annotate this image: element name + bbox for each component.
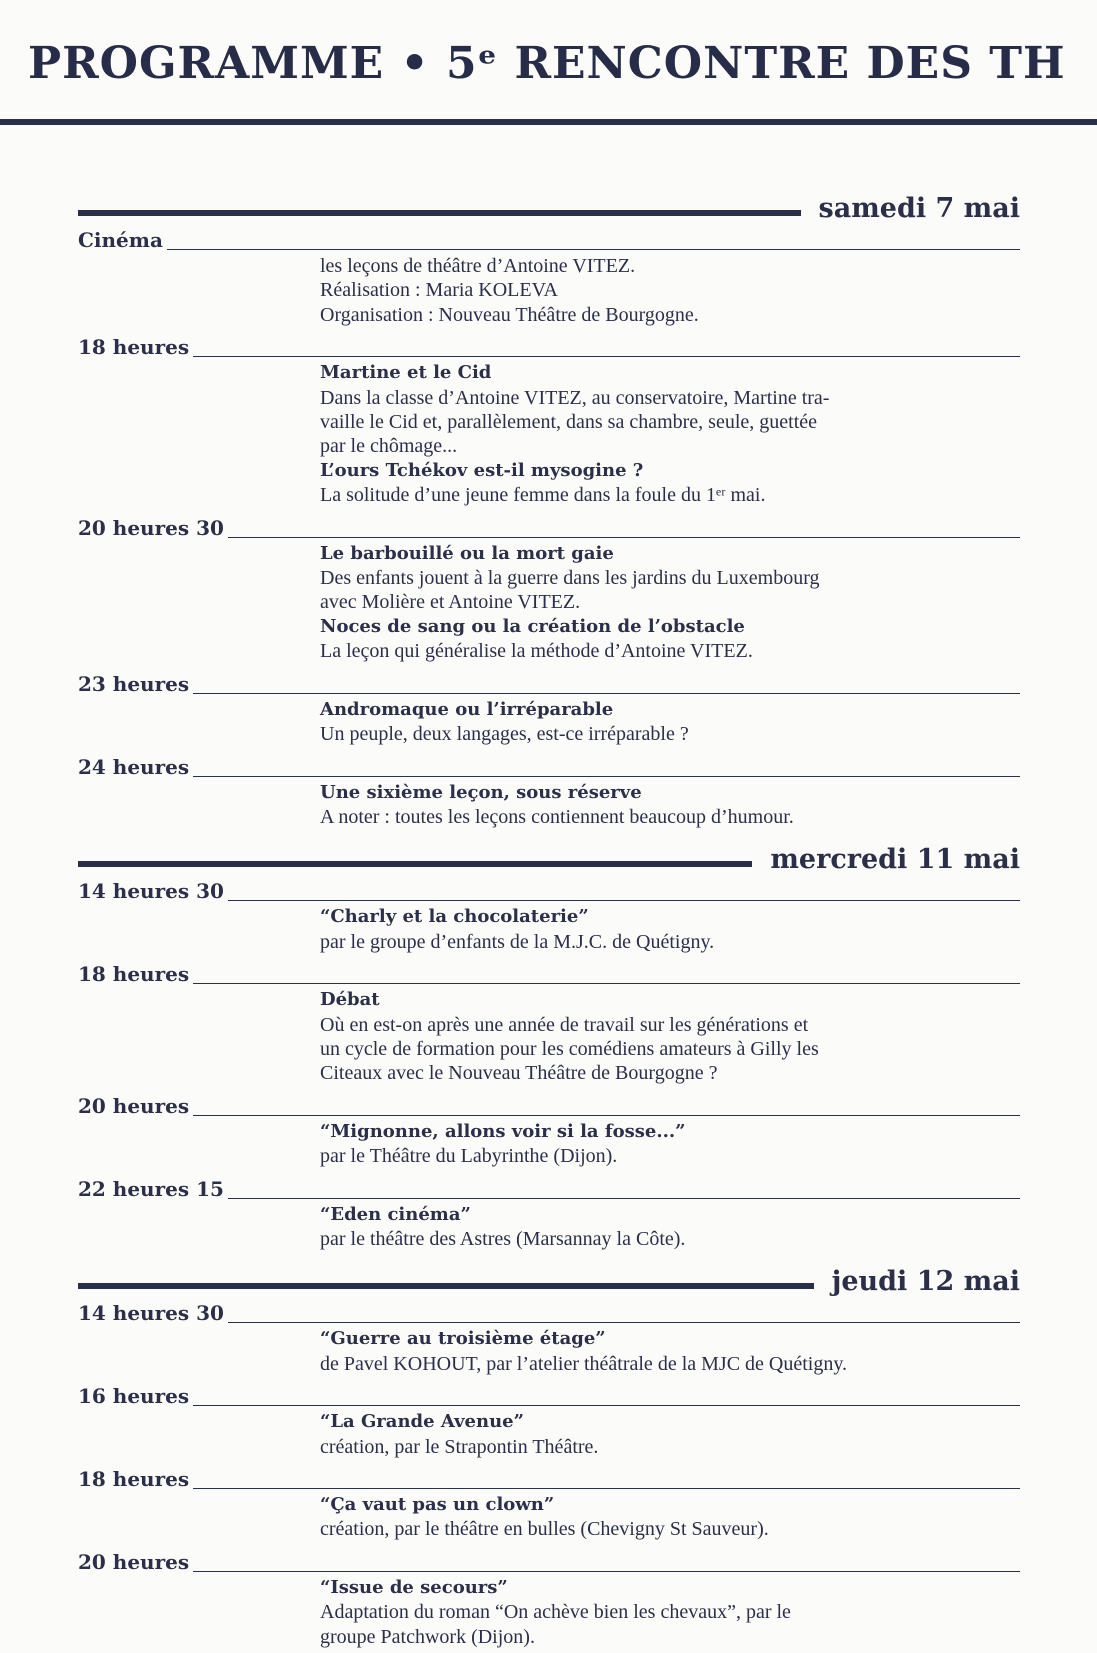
time-slot <box>78 1090 1020 1173</box>
event-title: “Ça vaut pas un clown” <box>320 1494 555 1515</box>
time-label: 14 heures 30 <box>78 879 224 904</box>
slot-content <box>78 252 1020 331</box>
event-description: par le chômage... <box>320 435 458 458</box>
slot-content <box>78 1408 1020 1463</box>
time-row <box>78 512 1020 540</box>
title-divider <box>0 119 1097 125</box>
slot-content <box>78 1201 1020 1256</box>
time-row <box>78 1297 1020 1325</box>
event-title: Martine et le Cid <box>320 362 492 384</box>
time-label: 20 heures <box>78 1549 190 1574</box>
event-title: Noces de sang ou la création de l’obstacle <box>320 615 745 637</box>
time-rule <box>193 1405 1020 1406</box>
slot-content <box>78 1325 1020 1380</box>
time-slot <box>78 331 1020 511</box>
event-title: “Charly et la chocolaterie” <box>320 906 589 928</box>
time-row <box>78 751 1020 779</box>
event-description: La solitude d’une jeune femme dans la foule du 1ᵉʳ mai. <box>320 484 766 507</box>
time-slot <box>78 958 1020 1090</box>
event-description: par le Théâtre du Labyrinthe (Dijon). <box>320 1145 618 1168</box>
slot-content <box>78 779 1020 834</box>
time-row <box>78 224 1020 252</box>
time-slot <box>78 512 1020 668</box>
event-description: un cycle de formation pour les comédiens amateurs à Gilly les <box>320 1037 819 1060</box>
day-section <box>78 1261 1020 1653</box>
time-label: 16 heures <box>78 1384 190 1409</box>
time-row <box>78 1173 1020 1201</box>
time-row <box>78 875 1020 903</box>
event-description: Réalisation : Maria KOLEVA <box>320 279 558 302</box>
time-label: 20 heures <box>78 1093 190 1118</box>
day-header <box>78 188 1020 224</box>
event-description: de Pavel KOHOUT, par l’atelier théâtrale de la MJC de Quétigny. <box>320 1352 848 1375</box>
day-rule <box>78 1283 814 1289</box>
event-title: L’ours Tchékov est-il mysogine ? <box>320 459 644 481</box>
slot-content <box>78 986 1020 1090</box>
event-description: Adaptation du roman “On achève bien les chevaux”, par le <box>320 1601 791 1624</box>
time-rule <box>167 249 1020 250</box>
time-label: 18 heures <box>78 335 190 360</box>
event-description: création, par le Strapontin Théâtre. <box>320 1435 599 1458</box>
event-description: Des enfants jouent à la guerre dans les jardins du Luxembourg <box>320 567 820 590</box>
event-title: “Guerre au troisième étage” <box>320 1328 606 1350</box>
event-title: “Eden cinéma” <box>320 1203 471 1225</box>
event-description: avec Molière et Antoine VITEZ. <box>320 591 581 614</box>
slot-content <box>78 359 1020 511</box>
time-label: 24 heures <box>78 754 190 779</box>
day-section <box>78 839 1020 1255</box>
event-title: Débat <box>320 989 380 1011</box>
time-rule <box>228 1198 1020 1199</box>
time-rule <box>228 900 1020 901</box>
programme-schedule <box>78 182 1020 1653</box>
time-row <box>78 1546 1020 1574</box>
event-description: A noter : toutes les leçons contiennent beaucoup d’humour. <box>320 805 794 828</box>
day-header <box>78 839 1020 875</box>
time-slot <box>78 1297 1020 1380</box>
event-description: par le théâtre des Astres (Marsannay la Côte). <box>320 1227 686 1250</box>
event-description: création, par le théâtre en bulles (Chevigny St Sauveur). <box>320 1518 769 1541</box>
time-slot <box>78 224 1020 331</box>
event-title: “Issue de secours” <box>320 1576 508 1598</box>
time-rule <box>228 537 1020 538</box>
day-section <box>78 188 1020 833</box>
time-label: 22 heures 15 <box>78 1176 224 1201</box>
event-description: les leçons de théâtre d’Antoine VITEZ. <box>320 255 636 277</box>
time-label: 18 heures <box>78 962 190 987</box>
time-row <box>78 668 1020 696</box>
day-name: samedi 7 mai <box>818 193 1020 224</box>
time-slot <box>78 1546 1020 1653</box>
event-title: Une sixième leçon, sous réserve <box>320 781 642 803</box>
event-description: Où en est-on après une année de travail sur les générations et <box>320 1013 809 1036</box>
time-row <box>78 1090 1020 1118</box>
slot-content <box>78 540 1020 668</box>
day-name: mercredi 11 mai <box>770 844 1020 876</box>
time-row <box>78 958 1020 986</box>
time-row <box>78 1463 1020 1491</box>
event-description: Organisation : Nouveau Théâtre de Bourgogne. <box>320 303 699 326</box>
event-description: La leçon qui généralise la méthode d’Antoine VITEZ. <box>320 640 753 663</box>
time-rule <box>193 1571 1020 1572</box>
event-description: Dans la classe d’Antoine VITEZ, au conservatoire, Martine tra- <box>320 386 830 409</box>
slot-content <box>78 903 1020 958</box>
time-row <box>78 1380 1020 1408</box>
day-rule <box>78 210 801 216</box>
time-label: Cinéma <box>78 228 163 252</box>
time-rule <box>193 983 1020 984</box>
time-rule <box>193 693 1020 694</box>
event-title: Andromaque ou l’irréparable <box>320 698 614 720</box>
event-description: vaille le Cid et, parallèlement, dans sa chambre, seule, guettée <box>320 411 818 434</box>
time-slot <box>78 1463 1020 1546</box>
event-description: Un peuple, deux langages, est-ce irréparable ? <box>320 723 689 746</box>
slot-content <box>78 1118 1020 1173</box>
time-label: 20 heures 30 <box>78 515 224 540</box>
slot-content <box>78 1574 1020 1653</box>
day-header <box>78 1261 1020 1297</box>
time-label: 23 heures <box>78 671 190 696</box>
day-rule <box>78 861 752 867</box>
time-rule <box>193 356 1020 357</box>
time-rule <box>228 1322 1020 1323</box>
event-title: “La Grande Avenue” <box>320 1411 524 1433</box>
slot-content <box>78 696 1020 751</box>
time-slot <box>78 668 1020 751</box>
time-slot <box>78 875 1020 958</box>
event-description: groupe Patchwork (Dijon). <box>320 1625 535 1648</box>
time-row <box>78 331 1020 359</box>
event-description: par le groupe d’enfants de la M.J.C. de Quétigny. <box>320 930 715 953</box>
time-slot <box>78 1380 1020 1463</box>
event-title: Le barbouillé ou la mort gaie <box>320 542 614 564</box>
time-label: 18 heures <box>78 1467 190 1491</box>
slot-content <box>78 1491 1020 1546</box>
time-rule <box>193 776 1020 777</box>
time-rule <box>193 1488 1020 1489</box>
time-slot <box>78 1173 1020 1256</box>
time-slot <box>78 751 1020 834</box>
time-rule <box>193 1115 1020 1116</box>
event-description: Citeaux avec le Nouveau Théâtre de Bourgogne ? <box>320 1062 718 1085</box>
page-title: PROGRAMME • 5ᵉ RENCONTRE DES TH <box>28 38 1066 89</box>
time-label: 14 heures 30 <box>78 1301 224 1326</box>
event-title: “Mignonne, allons voir si la fosse...” <box>320 1120 686 1142</box>
day-name: jeudi 12 mai <box>831 1266 1020 1298</box>
